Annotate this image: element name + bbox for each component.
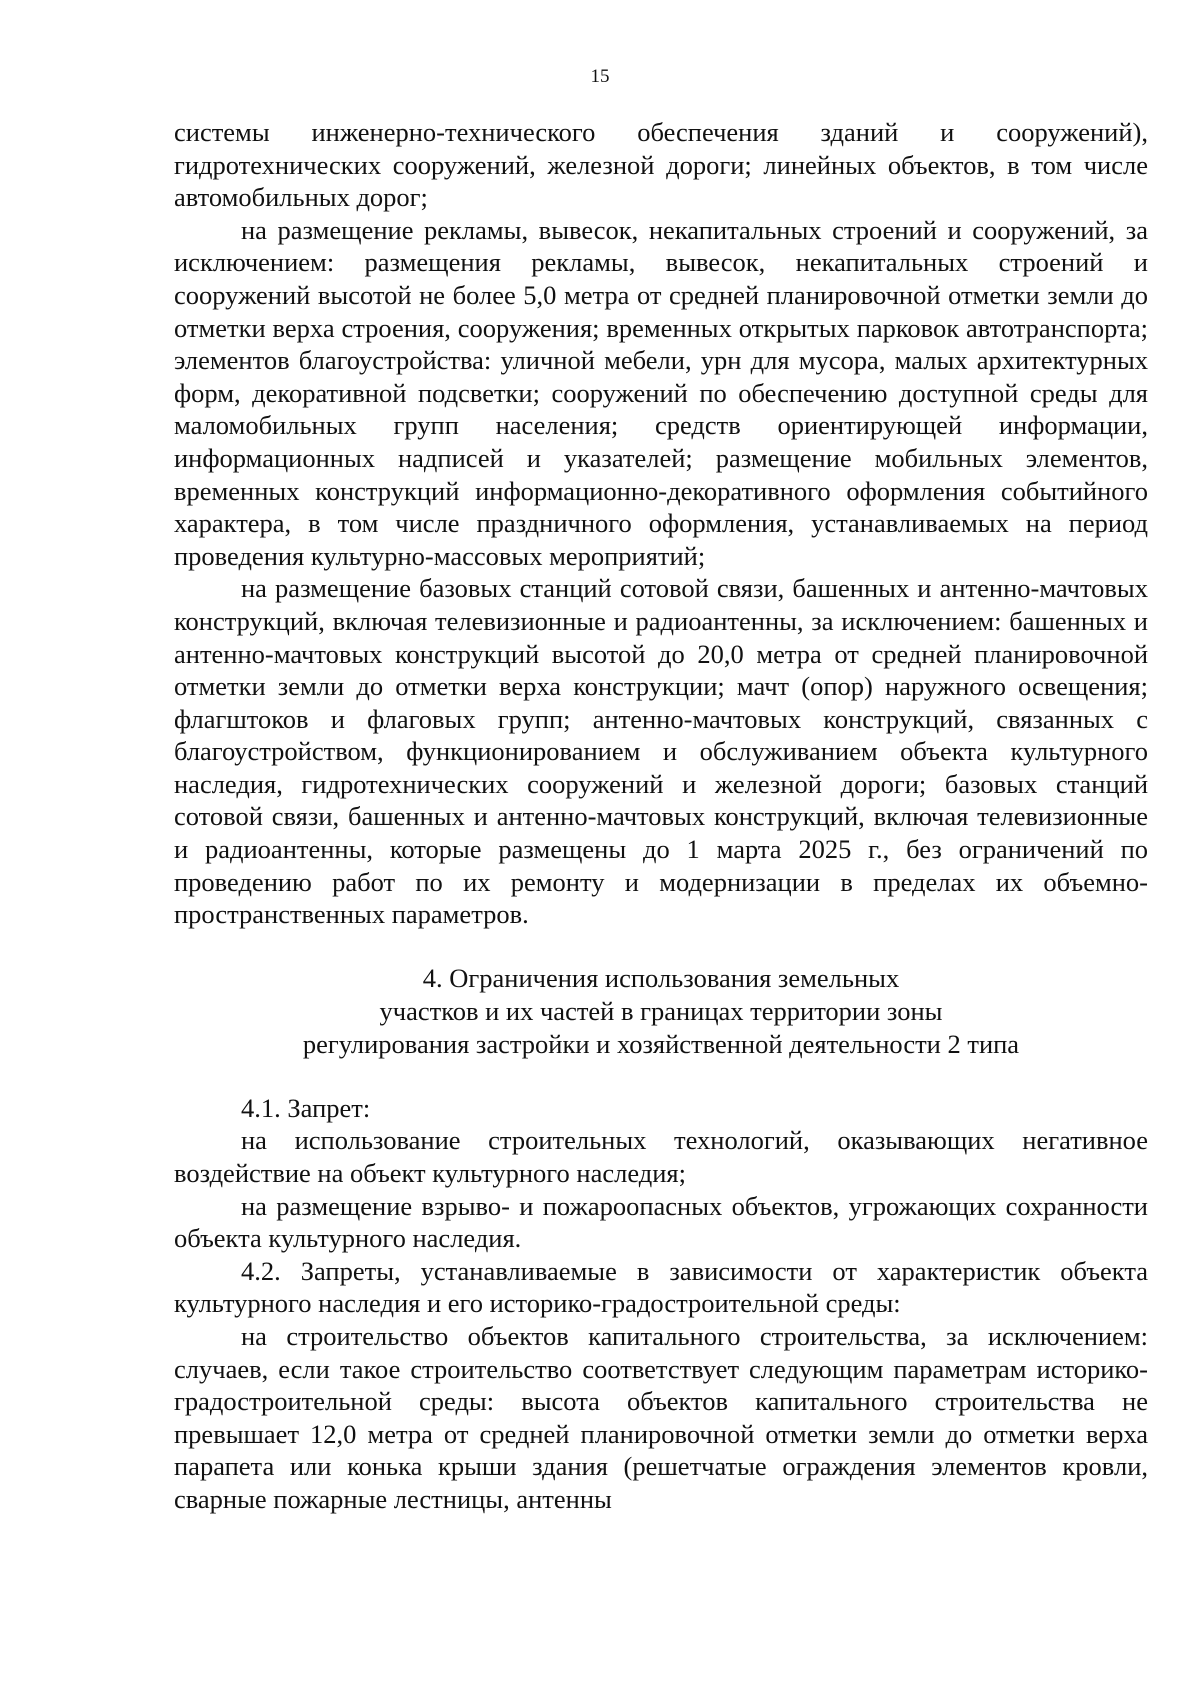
section-heading-line: 4. Ограничения использования земельных (422, 962, 900, 993)
section-heading (174, 962, 1148, 1061)
clause-4-2-title: 4.2. Запреты, устанавливаемые в зависимости от характеристик объекта культурного наследия и его историко-градостроительной среды: (174, 1255, 1148, 1319)
clause-4-1-title: 4.1. Запрет: (241, 1092, 371, 1123)
paragraph-advertising-restriction: на размещение рекламы, вывесок, некапитальных строений и сооружений, за исключением: размещения рекламы, вывесок, некапитальных строений и сооружений высотой не более 5,0 метра от средней планировочной отметки земли до отметки верха строения, сооружения; временных открытых парковок автотранспорта; элементов благоустройства: уличной мебели, урн для мусора, малых архитектурных форм, декоративной подсветки; сооружений по обеспечению доступной среды для маломобильных групп населения; средств ориентирующей информации, информационных надписей и указателей; размещение мобильных элементов, временных конструкций информационно-декоративного оформления событийного характера, в том числе праздничного оформления, устанавливаемых на период проведения культурно-массовых мероприятий; (174, 214, 1148, 571)
page-number: 15 (590, 66, 610, 87)
paragraph-hazardous-objects: на размещение взрыво- и пожароопасных объектов, угрожающих сохранности объекта культурного наследия. (174, 1190, 1148, 1254)
section-heading-line: регулирования застройки и хозяйственной деятельности 2 типа (302, 1028, 1020, 1059)
document-body (174, 116, 1148, 1516)
paragraph-continuation: системы инженерно-технического обеспечения зданий и сооружений), гидротехнических сооружений, железной дороги; линейных объектов, в том числе автомобильных дорог; (174, 117, 1148, 213)
paragraph-capital-construction: на строительство объектов капитального строительства, за исключением: случаев, если такое строительство соответствует следующим параметрам историко-градостроительной среды: высота объектов капитального строительства не превышает 12,0 метра от средней планировочной отметки земли до отметки верха парапета или конька крыши здания (решетчатые ограждения элементов кровли, сварные пожарные лестницы, антенны (174, 1321, 1148, 1514)
paragraph-antenna-restriction: на размещение базовых станций сотовой связи, башенных и антенно-мачтовых конструкций, включая телевизионные и радиоантенны, за исключением: башенных и антенно-мачтовых конструкций высотой до 20,0 метра от средней планировочной отметки земли до отметки верха конструкции; мачт (опор) наружного освещения; флагштоков и флаговых групп; антенно-мачтовых конструкций, связанных с благоустройством, функционированием и обслуживанием объекта культурного наследия, гидротехнических сооружений и железной дороги; базовых станций сотовой связи, башенных и антенно-мачтовых конструкций, включая телевизионные и радиоантенны, которые размещены до 1 марта 2025 г., без ограничений по проведению работ по их ремонту и модернизации в пределах их объемно-пространственных параметров. (174, 573, 1148, 930)
paragraph-construction-technologies: на использование строительных технологий, оказывающих негативное воздействие на объект культурного наследия; (174, 1125, 1148, 1189)
section-heading-line: участков и их частей в границах территории зоны (379, 995, 943, 1026)
